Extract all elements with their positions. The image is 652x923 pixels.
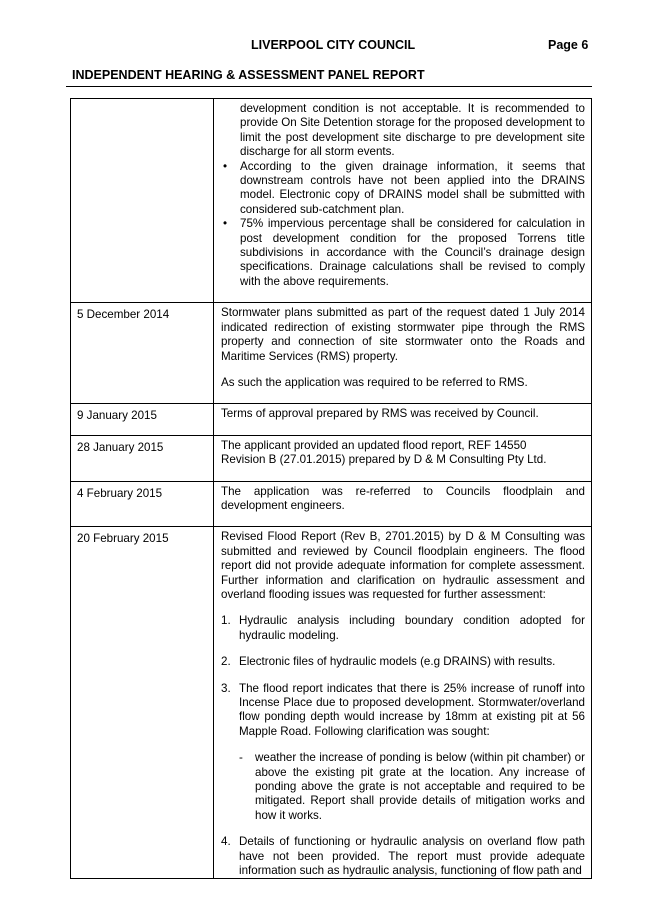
date-cell bbox=[71, 99, 214, 303]
table-row bbox=[71, 404, 592, 435]
table-row bbox=[71, 99, 592, 303]
chronology-table bbox=[70, 98, 592, 879]
numbered-item bbox=[221, 614, 585, 643]
detail-cell bbox=[214, 303, 592, 404]
item-number: 2. bbox=[221, 655, 231, 669]
page-number: Page 6 bbox=[548, 38, 589, 52]
table-row bbox=[71, 481, 592, 527]
item-text: Electronic files of hydraulic models (e.g DRAINS) with results. bbox=[239, 655, 556, 669]
detail-cell bbox=[214, 99, 592, 303]
table-row bbox=[71, 435, 592, 481]
bullet-item: • According to the given drainage information, it seems that downstream controls have not been applied into the DRAINS model. Electronic copy of DRAINS model shall be submitted with considered sub-catchment plan. bbox=[221, 160, 585, 218]
date-cell: 28 January 2015 bbox=[71, 435, 214, 481]
table-row bbox=[71, 303, 592, 404]
paragraph: Terms of approval prepared by RMS was received by Council. bbox=[221, 407, 539, 421]
dash-item bbox=[221, 751, 585, 823]
item-text: Hydraulic analysis including boundary condition adopted for hydraulic modeling. bbox=[239, 614, 585, 642]
date-cell: 4 February 2015 bbox=[71, 481, 214, 527]
item-number: 4. bbox=[221, 835, 231, 849]
header-rule bbox=[66, 86, 592, 87]
paragraph: Stormwater plans submitted as part of the request dated 1 July 2014 indicated redirection of existing stormwater pipe through the RMS property and connection of site stormwater onto the Roads and Maritime Services (RMS) property. bbox=[221, 306, 585, 363]
date-cell: 20 February 2015 bbox=[71, 527, 214, 879]
paragraph: The application was re-referred to Councils floodplain and development engineers. bbox=[221, 484, 585, 512]
table-row bbox=[71, 527, 592, 879]
paragraph-line: The applicant provided an updated flood report, REF 14550 bbox=[221, 438, 527, 452]
dash-text: weather the increase of ponding is below (within pit chamber) or above the existing pit grate at the location. Any increase of ponding above the grate is not acceptable and required to be mitigated. Report shall provide details of mitigation works and how it works. bbox=[255, 751, 585, 822]
numbered-item bbox=[221, 655, 585, 669]
bullet-item: • 75% impervious percentage shall be considered for calculation in post development condition for the proposed Torrens title subdivisions in accordance with the Council’s drainage design specifications. Drainage calculations shall be revised to comply with the above requirements. bbox=[221, 217, 585, 289]
item-text: Details of functioning or hydraulic analysis on overland flow path have not been provided. The report must provide adequate information such as hydraulic analysis, functioning of flow path and bbox=[239, 835, 585, 878]
item-text: The flood report indicates that there is 25% increase of runoff into Incense Place due to proposed development. Stormwater/overland flow ponding depth would increase by 18mm at existing pit at 56 Mapple Road. Following clarification was sought: bbox=[239, 681, 585, 738]
paragraph: Revised Flood Report (Rev B, 2701.2015) by D & M Consulting was submitted and reviewed by Council floodplain engineers. The flood report did not provide adequate information for complete assessment. Further information and clarification on hydraulic assessment and overland flooding issues was requested for further assessment: bbox=[221, 530, 585, 601]
detail-cell bbox=[214, 404, 592, 435]
date-cell: 5 December 2014 bbox=[71, 303, 214, 404]
council-name: LIVERPOOL CITY COUNCIL bbox=[251, 38, 416, 52]
detail-cell bbox=[214, 435, 592, 481]
report-title: INDEPENDENT HEARING & ASSESSMENT PANEL REPORT bbox=[72, 68, 425, 82]
dash-symbol: - bbox=[239, 751, 243, 765]
numbered-item bbox=[221, 682, 585, 740]
paragraph-line: Revision B (27.01.2015) prepared by D & M Consulting Pty Ltd. bbox=[221, 453, 547, 467]
numbered-item bbox=[221, 835, 585, 878]
date-cell: 9 January 2015 bbox=[71, 404, 214, 435]
item-number: 3. bbox=[221, 681, 231, 695]
continued-text: development condition is not acceptable. It is recommended to provide On Site Detention storage for the proposed development to limit the post development site discharge to pre development site discharge for all storm events. bbox=[240, 102, 585, 159]
bullet-list bbox=[221, 160, 585, 290]
paragraph: As such the application was required to be referred to RMS. bbox=[221, 375, 528, 389]
item-number: 1. bbox=[221, 614, 231, 628]
detail-cell bbox=[214, 481, 592, 527]
detail-cell bbox=[214, 527, 592, 879]
